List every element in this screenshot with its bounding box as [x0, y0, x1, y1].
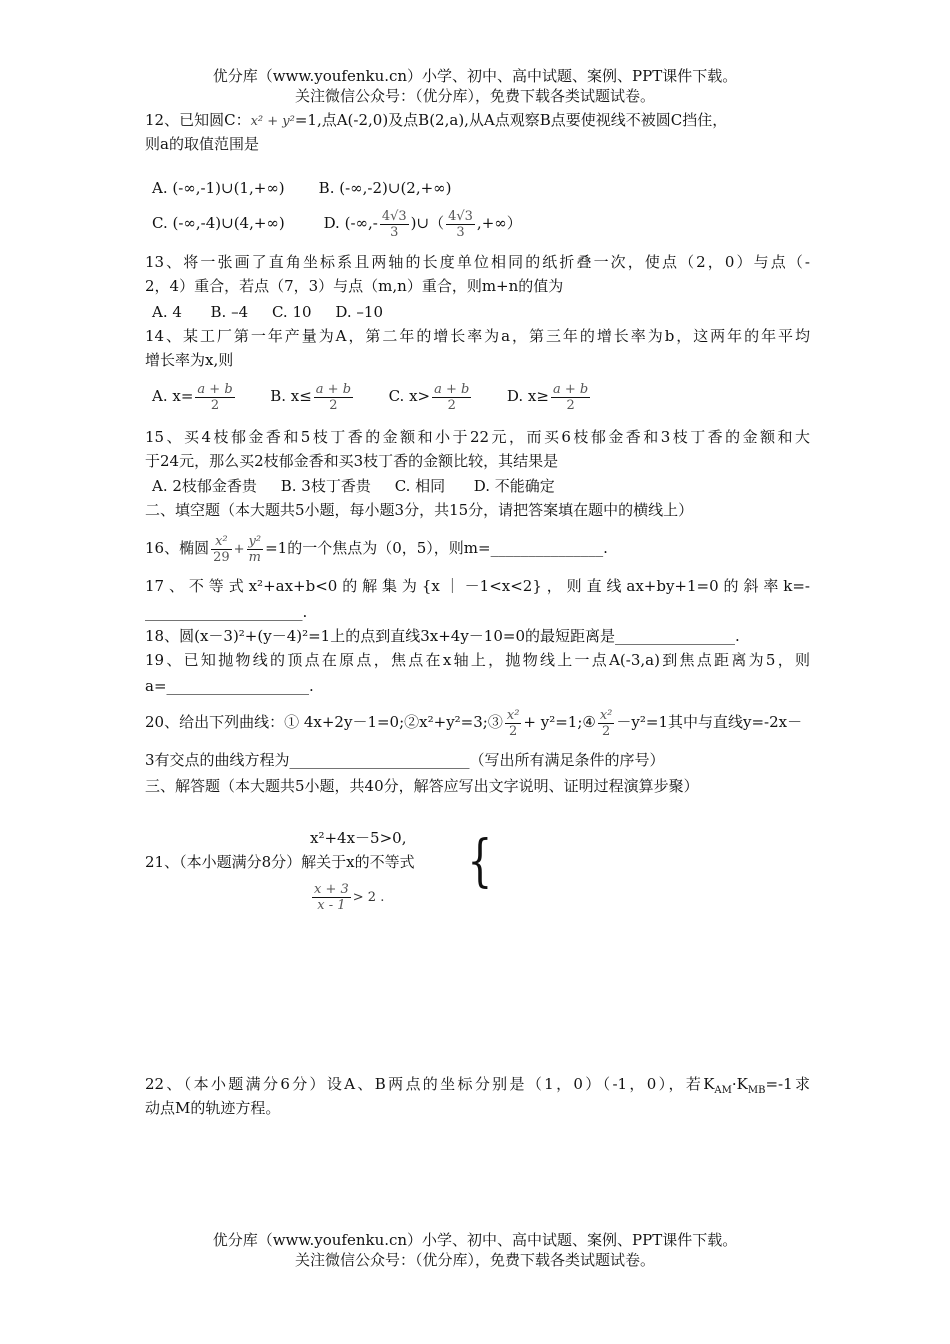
q20-line-2: 3有交点的曲线方程为________________________（写出所有满足条件的序号） — [145, 751, 665, 769]
q15-line-2: 于24元，那么买2枝郁金香和买3枝丁香的金额比较，其结果是 — [145, 452, 559, 470]
q19-line-2: a=___________________. — [145, 677, 314, 695]
footer-line-2: 关注微信公众号：（优分库），免费下载各类试题试卷。 — [294, 1251, 655, 1269]
q14-option-b: B. x≤ $\frac{a + b}{2}$ — [270, 381, 352, 413]
section-3-heading: 三、解答题（本大题共5小题，共40分，解答应写出文字说明、证明过程演算步聚） — [145, 777, 699, 795]
q14-option-d: D. x≥ $\frac{a + b}{2}$ — [506, 381, 589, 413]
q20-fraction-4: $\frac{\text{x²}}{2}$ — [599, 707, 613, 739]
q22-line-1: 22、（本小题满分6分）设A、B两点的坐标分别是（1，0）（-1，0），若$K_{AM}\cdot K_{MB}=-1$求 — [145, 1075, 810, 1096]
q15-options: A. 2枝郁金香贵 B. 3枝丁香贵 C. 相同 D. 不能确定 — [152, 477, 555, 495]
q20-fraction-3: $\frac{\text{x²}}{2}$ — [506, 707, 520, 739]
q19-line-1: 19、已知抛物线的顶点在原点，焦点在x轴上，抛物线上一点A(-3,a)到焦点距离为5，则 — [145, 651, 810, 669]
q12-option-c: C. (-∞,-4)∪(4,+∞) — [152, 214, 285, 232]
q14-option-c: C. x> $\frac{a + b}{2}$ — [388, 381, 470, 413]
q12-equation: x² + y² — [250, 114, 295, 129]
q16-line: 16、椭圆 $\frac{\text{x²}}{29}$ + $\frac{\text{y²}}{m}$ =1的一个焦点为（0，5），则m=_______________. — [145, 533, 608, 565]
q22-line-2: 动点M的轨迹方程。 — [145, 1099, 281, 1117]
q21-label: 21、（本小题满分8分）解关于x的不等式 — [145, 853, 415, 871]
q20-line-1: 20、给出下列曲线：① 4x+2y－1=0;②x²+y²=3;③ $\frac{\text{x²}}{2}$ + y²=1;④ $\frac{\text{x²}}{2}$ －y²=1其中与直线y=-2x－ — [145, 707, 803, 739]
q12-options-cd — [152, 206, 817, 240]
q12-line-2: 则a的取值范围是 — [145, 135, 259, 153]
q21-inequality-2: $\frac{x + 3}{x - 1}$ > 2 . — [314, 881, 385, 913]
q14-options — [152, 378, 817, 414]
header-line-2: 关注微信公众号：（优分库），免费下载各类试题试卷。 — [294, 87, 655, 105]
q12-option-d: D. (-∞,- $\frac{4√3}{3}$ )∪（ $\frac{4√3}{3}$ ,+∞） — [323, 208, 522, 240]
q21-fraction: $\frac{x + 3}{x - 1}$ — [314, 881, 349, 913]
section-2-heading: 二、填空题（本大题共5小题，每小题3分，共15分，请把答案填在题中的横线上） — [145, 501, 694, 519]
q21-brace: { — [467, 829, 493, 894]
q14-option-a: A. x= $\frac{a + b}{2}$ — [152, 381, 233, 413]
q15-line-1: 15、买4枝郁金香和5枝丁香的金额和小于22元，而买6枝郁金香和3枝丁香的金额和大 — [145, 428, 810, 446]
q14-line-1: 14、某工厂第一年产量为A，第二年的增长率为a，第三年的增长率为b，这两年的年平均 — [145, 327, 810, 345]
q13-options: A. 4 B. –4 C. 10 D. –10 — [152, 303, 383, 321]
q13-line-1: 13、将一张画了直角坐标系且两轴的长度单位相同的纸折叠一次，使点（2，0）与点（- — [145, 253, 810, 271]
q16-fraction-y: $\frac{\text{y²}}{m}$ — [248, 533, 262, 565]
q12-option-a: A. (-∞,-1)∪(1,+∞) — [152, 179, 285, 197]
q12-options-ab — [152, 178, 817, 198]
q13-line-2: 2，4）重合，若点（7，3）与点（m,n）重合，则m+n的值为 — [145, 277, 564, 295]
q12-fraction-1: $\frac{4√3}{3}$ — [381, 208, 407, 240]
q12-line-1: 12、已知圆C：x² + y²=1,点A(-2,0)及点B(2,a),从A点观察B点要使视线不被圆C挡住， — [145, 111, 728, 129]
q14-line-2: 增长率为x,则 — [145, 351, 234, 369]
q18-line: 18、圆(x－3)²+(y－4)²=1上的点到直线3x+4y－10=0的最短距离是________________. — [145, 627, 740, 645]
q21-inequality-1: x²+4x－5>0, — [310, 829, 407, 847]
q12-fraction-2: $\frac{4√3}{3}$ — [448, 208, 473, 240]
q16-fraction-x: $\frac{\text{x²}}{29}$ — [213, 533, 230, 565]
footer-line-1: 优分库（www.youfenku.cn）小学、初中、高中试题、案例、PPT课件下载。 — [212, 1231, 738, 1249]
q17-line-2: _____________________. — [145, 603, 308, 621]
header-line-1: 优分库（www.youfenku.cn）小学、初中、高中试题、案例、PPT课件下载。 — [212, 67, 738, 85]
q17-line-1: 17、不等式x²+ax+b<0的解集为{x｜－1<x<2}，则直线ax+by+1=0的斜率k=- — [145, 577, 810, 595]
q12-option-b: B. (-∞,-2)∪(2,+∞) — [318, 179, 452, 197]
